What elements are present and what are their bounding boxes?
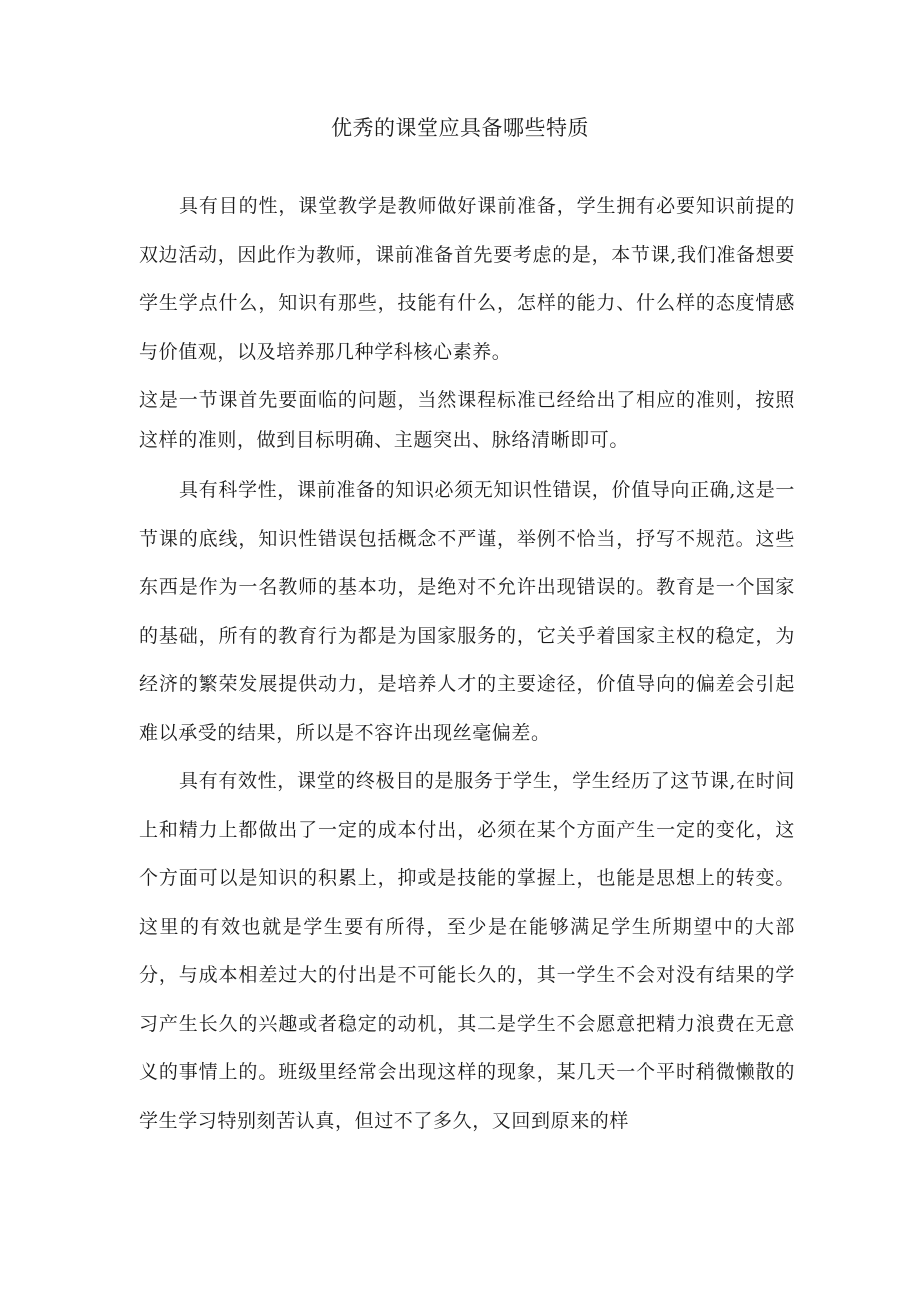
paragraph-purpose: 具有目的性，课堂教学是教师做好课前准备，学生拥有必要知识前提的双边活动，因此作为教师，课前准备首先要考虑的是，本节课,我们准备想要学生学点什么，知识有那些，技能有什么，怎样的能力、什么样的态度情感与价值观，以及培养那几种学科核心素养。 [139,195,795,363]
document-body [139,182,795,1145]
paragraph-scientific: 具有科学性，课前准备的知识必须无知识性错误，价值导向正确,这是一节课的底线，知识性错误包括概念不严谨，举例不恰当，抒写不规范。这些东西是作为一名教师的基本功，是绝对不允许出现错误的。教育是一个国家的基础，所有的教育行为都是为国家服务的，它关乎着国家主权的稳定，为经济的繁荣发展提供动力，是培养人才的主要途径，价值导向的偏差会引起难以承受的结果，所以是不容许出现丝毫偏差。 [139,479,795,744]
paragraph-standards: 这是一节课首先要面临的问题，当然课程标准已经给出了相应的准则，按照这样的准则，做到目标明确、主题突出、脉络清晰即可。 [139,389,795,451]
document-title: 优秀的课堂应具备哪些特质 [331,116,589,140]
paragraph-effectiveness: 具有有效性，课堂的终极目的是服务于学生，学生经历了这节课,在时间上和精力上都做出了一定的成本付出，必须在某个方面产生一定的变化，这个方面可以是知识的积累上，抑或是技能的掌握上，也能是思想上的转变。这里的有效也就是学生要有所得，至少是在能够满足学生所期望中的大部分，与成本相差过大的付出是不可能长久的，其一学生不会对没有结果的学习产生长久的兴趣或者稳定的动机，其二是学生不会愿意把精力浪费在无意义的事情上的。班级里经常会出现这样的现象，某几天一个平时稍微懒散的学生学习特别刻苦认真，但过不了多久，又回到原来的样 [139,770,795,1132]
